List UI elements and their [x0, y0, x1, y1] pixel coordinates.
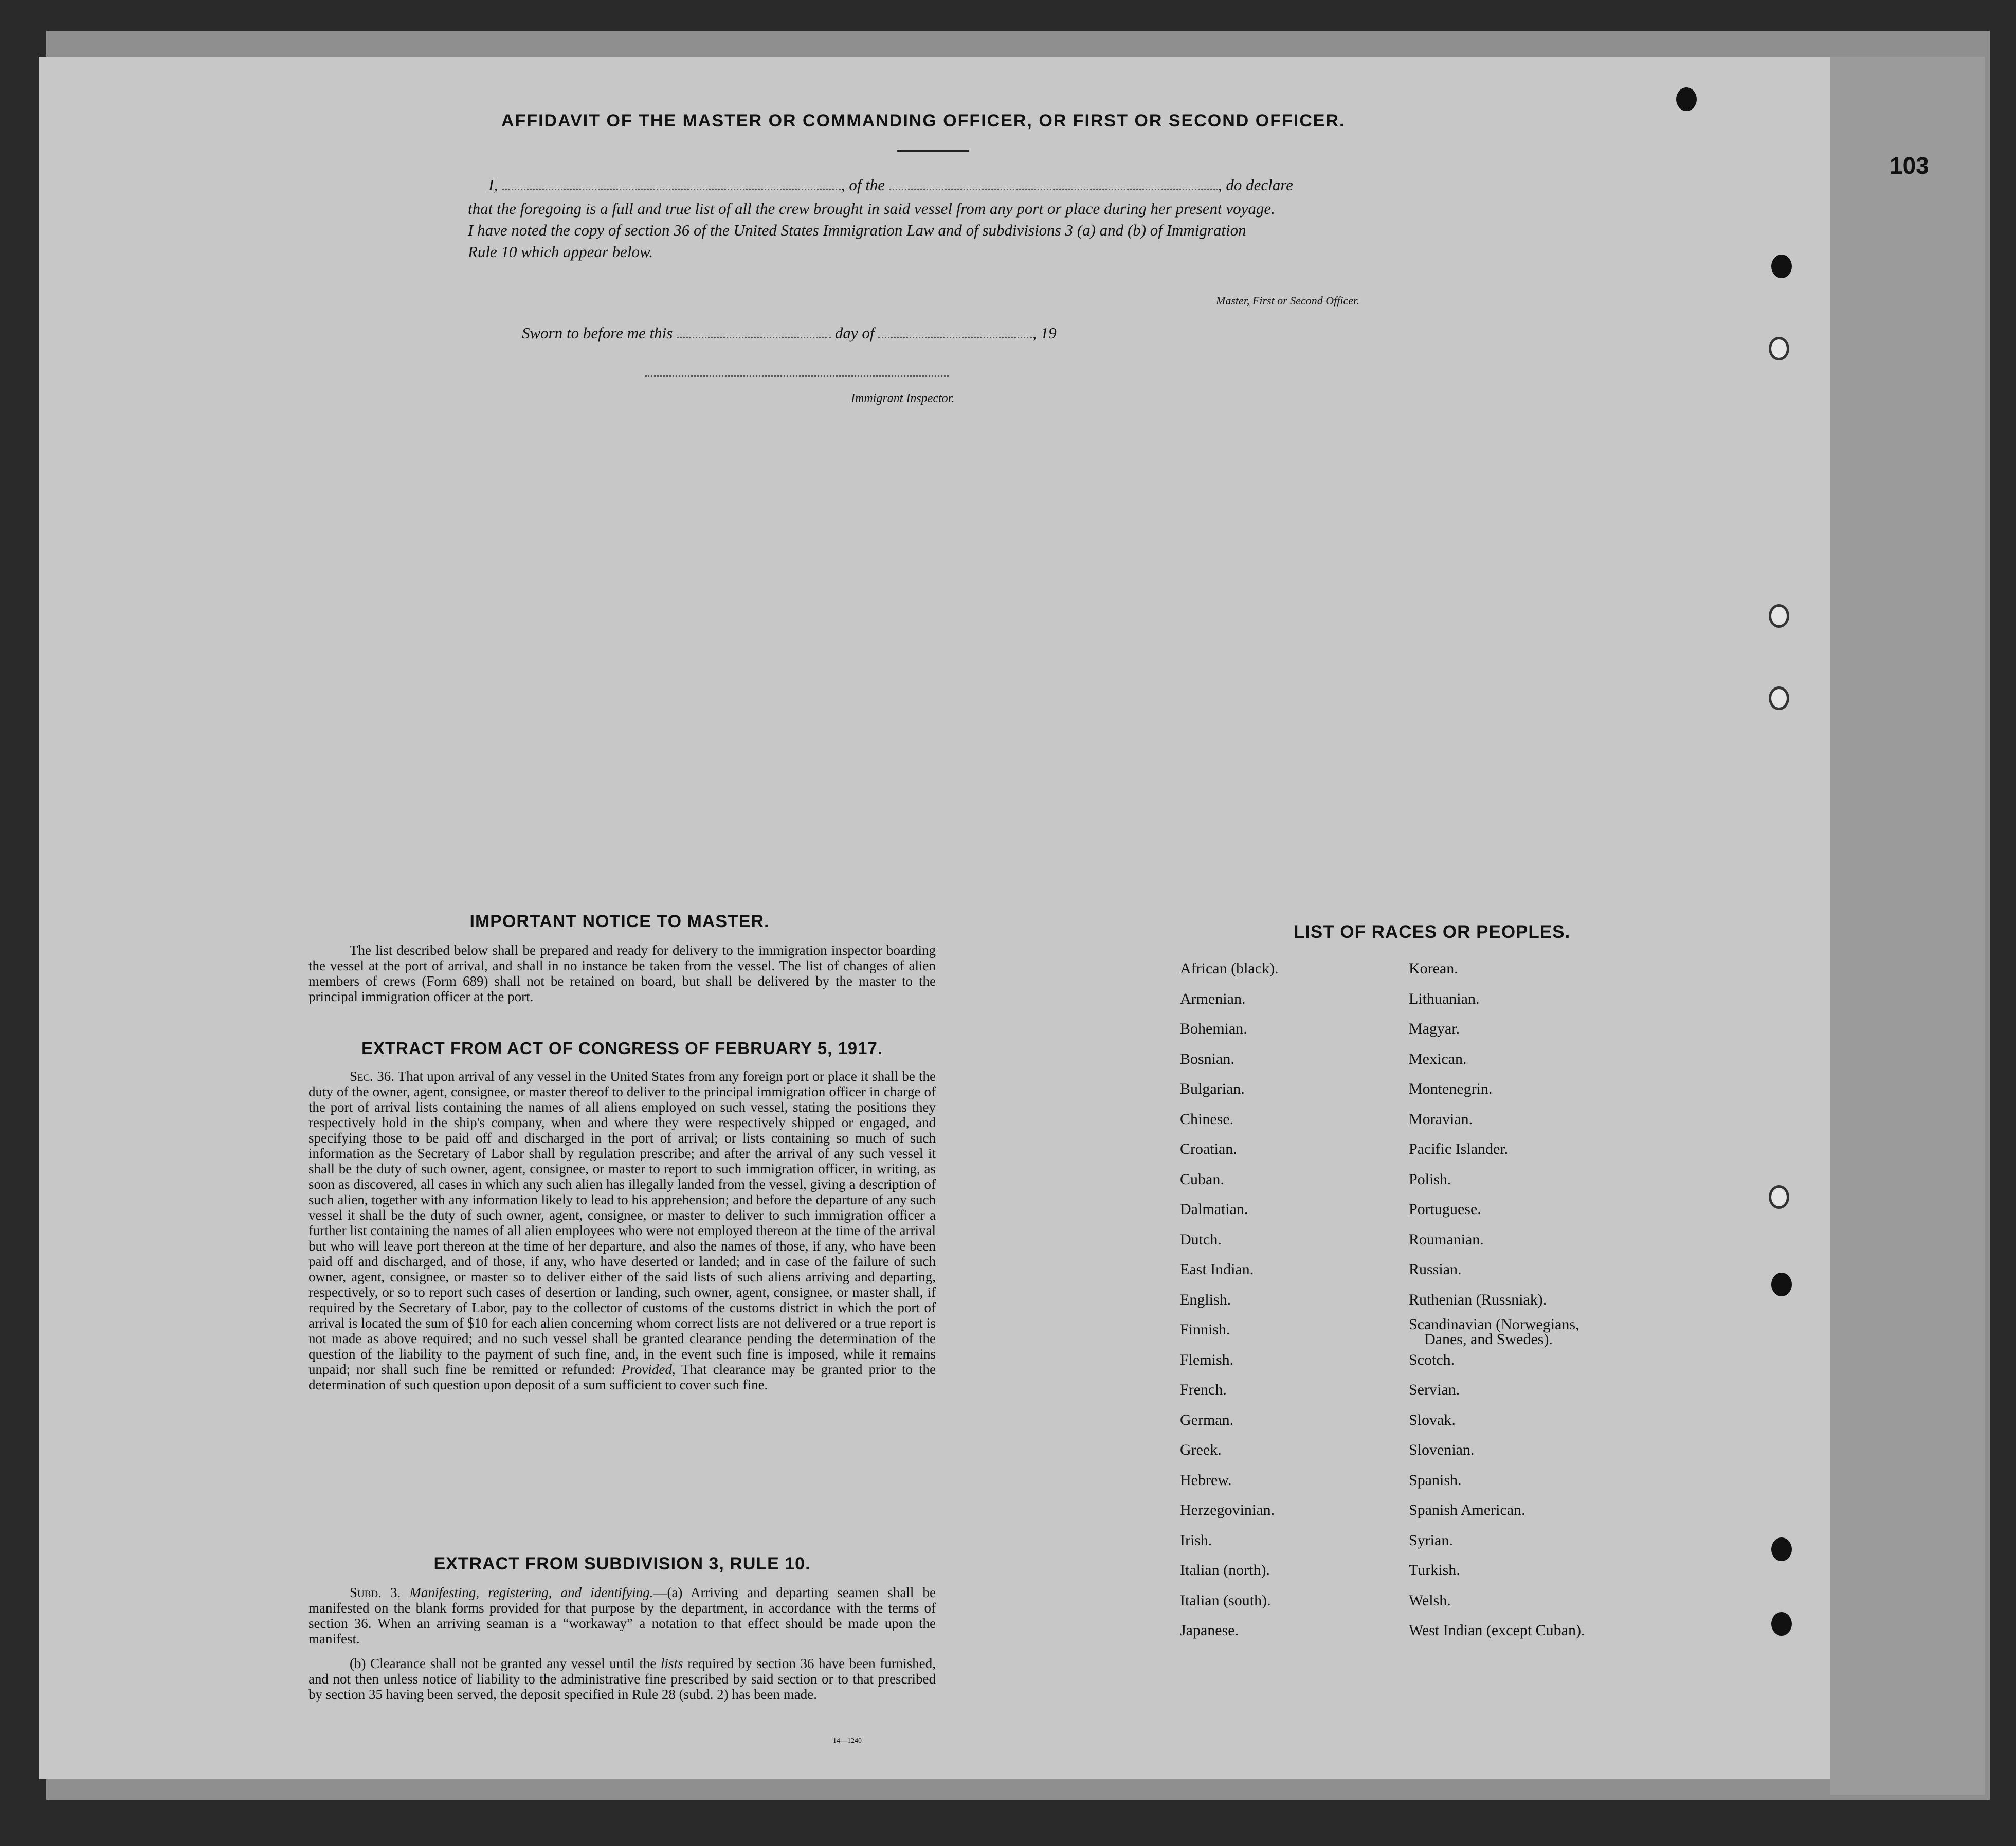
sworn-day-of: day of — [834, 324, 875, 342]
rule-title: EXTRACT FROM SUBDIVISION 3, RULE 10. — [433, 1554, 811, 1573]
form-code: 14—1240 — [833, 1737, 862, 1745]
race-item: Pacific Islander. — [1409, 1141, 1509, 1157]
declaration-end: , do declare — [1218, 176, 1293, 194]
race-item: French. — [1180, 1381, 1227, 1398]
race-item: German. — [1180, 1411, 1234, 1428]
race-item: Greek. — [1180, 1441, 1222, 1458]
punch-hole — [1771, 255, 1792, 278]
race-item: Italian (north). — [1180, 1562, 1270, 1579]
declaration-text-4: Rule 10 which appear below. — [468, 243, 653, 261]
race-item: Cuban. — [1180, 1170, 1224, 1188]
race-item: Dalmatian. — [1180, 1201, 1248, 1218]
race-item: Portuguese. — [1409, 1201, 1481, 1218]
sworn-day-field[interactable] — [677, 337, 831, 338]
sworn-month-field[interactable] — [878, 337, 1032, 338]
race-item: Russian. — [1409, 1261, 1462, 1278]
race-item: Armenian. — [1180, 990, 1246, 1007]
race-item: English. — [1180, 1291, 1231, 1308]
race-item: Herzegovinian. — [1180, 1501, 1275, 1518]
declaration-i: I, — [488, 176, 498, 194]
rule-subd-label: Subd. 3. — [350, 1585, 401, 1600]
race-item: Bohemian. — [1180, 1020, 1247, 1037]
race-item: African (black). — [1180, 960, 1279, 977]
race-item: Syrian. — [1409, 1531, 1453, 1549]
race-item: Flemish. — [1180, 1351, 1234, 1368]
races-title: LIST OF RACES OR PEOPLES. — [1293, 922, 1571, 942]
act-provided: Provided, — [621, 1362, 676, 1377]
races-right-column — [1409, 954, 1585, 1646]
races-left-column — [1180, 954, 1279, 1646]
race-item: Roumanian. — [1409, 1230, 1484, 1248]
punch-hole — [1771, 1537, 1792, 1561]
page-number: 103 — [1890, 152, 1929, 179]
race-item: Spanish. — [1409, 1471, 1462, 1489]
rule-b-lists: lists — [661, 1656, 683, 1671]
race-item: Ruthenian (Russniak). — [1409, 1291, 1547, 1308]
race-item: Slovenian. — [1409, 1441, 1475, 1458]
rule-b-end: required by section 36 have been furnished, and not then unless notice of liability to the administrative fine prescribed by said section or to that prescribed by section 35 having been served, the deposit specified in Rule 28 (subd. 2) has been made. — [308, 1656, 936, 1702]
signature-label: Master, First or Second Officer. — [1216, 294, 1359, 307]
sworn-line — [522, 324, 1057, 342]
race-item: Montenegrin. — [1409, 1080, 1493, 1097]
declaration-text-3: I have noted the copy of section 36 of the United States Immigration Law and of subdivisions 3 (a) and (b) of Immigration — [468, 221, 1246, 239]
affidavit-title: AFFIDAVIT OF THE MASTER OR COMMANDING OFFICER, OR FIRST OR SECOND OFFICER. — [501, 111, 1346, 131]
act-text — [308, 1069, 936, 1392]
rule-subd-heading: Manifesting, registering, and identifying. — [409, 1585, 653, 1600]
declaration-text-2: that the foregoing is a full and true list of all the crew brought in said vessel from any port or place during her present voyage. — [468, 200, 1275, 218]
race-item: Lithuanian. — [1409, 990, 1480, 1007]
race-item: Scotch. — [1409, 1351, 1455, 1368]
race-item: Hebrew. — [1180, 1471, 1232, 1489]
race-item: West Indian (except Cuban). — [1409, 1622, 1585, 1639]
notice-text: The list described below shall be prepared and ready for delivery to the immigration inspector boarding the vessel at the port of arrival, and shall in no instance be taken from the vessel. The list of changes of alien members of crews (Form 689) shall not be retained on board, but shall be delivered by the master to the principal immigration officer at the port. — [308, 943, 936, 1004]
punch-hole — [1769, 604, 1789, 628]
race-item: Spanish American. — [1409, 1501, 1525, 1518]
title-rule — [897, 150, 969, 152]
race-item: East Indian. — [1180, 1261, 1254, 1278]
race-item: Servian. — [1409, 1381, 1460, 1398]
race-item: Dutch. — [1180, 1230, 1222, 1248]
form-page — [39, 57, 1830, 1779]
rule-b-start: (b) Clearance shall not be granted any vessel until the — [350, 1656, 657, 1671]
notice-title: IMPORTANT NOTICE TO MASTER. — [469, 912, 770, 931]
race-item: Bosnian. — [1180, 1050, 1234, 1067]
act-title: EXTRACT FROM ACT OF CONGRESS OF FEBRUARY 5, 1917. — [361, 1039, 883, 1058]
inspector-label: Immigrant Inspector. — [851, 392, 955, 405]
race-item: Polish. — [1409, 1170, 1451, 1188]
race-item: Japanese. — [1180, 1622, 1239, 1639]
race-item: Irish. — [1180, 1531, 1212, 1549]
backing-sheet-edge — [1830, 57, 1985, 1795]
rule-text-a — [308, 1585, 936, 1646]
race-item: Welsh. — [1409, 1591, 1451, 1609]
declaration-of-the: , of the — [841, 176, 885, 194]
race-item: Finnish. — [1180, 1321, 1230, 1338]
race-item: Scandinavian (Norwegians, Danes, and Swedes). — [1409, 1316, 1579, 1348]
race-item: Bulgarian. — [1180, 1080, 1245, 1097]
punch-hole — [1771, 1612, 1792, 1636]
declaration-line — [488, 176, 1483, 194]
race-item: Korean. — [1409, 960, 1458, 977]
act-body: That upon arrival of any vessel in the United States from any foreign port or place it shall be the duty of the owner, agent, consignee, or master thereof to deliver to the principal immigration officer in charge of the port of arrival lists containing the names of all aliens employed on such vessel, stating the positions they respectively hold in the ship's company, when and where they were respectively shipped or engaged, and specifying those to be paid off and discharged in the port of arrival; or lists containing so much of such information as the Secretary of Labor shall by regulation prescribe; and after the arrival of any such vessel it shall be the duty of such owner, agent, consignee, or master to report to such immigration officer, in writing, as soon as discovered, all cases in which any such alien has illegally landed from the vessel, giving a description of such alien, together with any information likely to lead to his apprehension; and before the departure of any such vessel it shall be the duty of such owner, agent, consignee, or master to deliver to such immigration officer a further list containing the names of all alien employees who were not employed thereon at the time of the arrival but who will leave port thereon at the time of her departure, and also the names of those, if any, who have been paid off and discharged, and of those, if any, who have deserted or landed; and in case of the failure of such owner, agent, consignee, or master so to deliver either of the said lists of such aliens arriving and departing, respectively, or so to report such cases of desertion or landing, such owner, agent, consignee, or master shall, if required by the Secretary of Labor, pay to the collector of customs of the customs district in which the port of arrival is located the sum of $10 for each alien concerning whom correct lists are not delivered or a true report is not made as above required; and no such vessel shall be granted clearance pending the determination of the question of the liability to the payment of such fine, and, in the event such fine is imposed, while it remains unpaid; nor shall such fine be remitted or refunded: — [308, 1069, 936, 1377]
sworn-text: Sworn to before me this — [522, 324, 673, 342]
punch-hole — [1676, 87, 1697, 111]
race-item: Magyar. — [1409, 1020, 1460, 1037]
race-item: Mexican. — [1409, 1050, 1467, 1067]
rule-subd-a: —(a) Arriving and departing seamen shall be manifested on the blank forms provided for that purpose by the department, in accordance with the terms of section 36. When an arriving seaman is a “workaway” a notation to that effect should be made upon the manifest. — [308, 1585, 936, 1646]
punch-hole — [1769, 337, 1789, 360]
rule-text-b — [308, 1656, 936, 1702]
race-item: Moravian. — [1409, 1110, 1473, 1128]
race-item: Italian (south). — [1180, 1591, 1271, 1609]
race-item: Chinese. — [1180, 1110, 1234, 1128]
vessel-field[interactable] — [889, 189, 1218, 190]
inspector-signature-field[interactable] — [645, 375, 949, 377]
punch-hole — [1771, 1273, 1792, 1296]
punch-hole — [1769, 686, 1789, 710]
act-sec-label: Sec. 36. — [350, 1069, 394, 1084]
race-item: Slovak. — [1409, 1411, 1456, 1428]
race-item: Turkish. — [1409, 1562, 1460, 1579]
sworn-year: , 19 — [1032, 324, 1057, 342]
act-body-end: That clearance may be granted prior to the determination of such question upon deposit of a sum sufficient to cover such fine. — [308, 1362, 936, 1392]
race-item: Croatian. — [1180, 1141, 1237, 1157]
punch-hole — [1769, 1185, 1789, 1209]
name-field[interactable] — [502, 189, 841, 190]
